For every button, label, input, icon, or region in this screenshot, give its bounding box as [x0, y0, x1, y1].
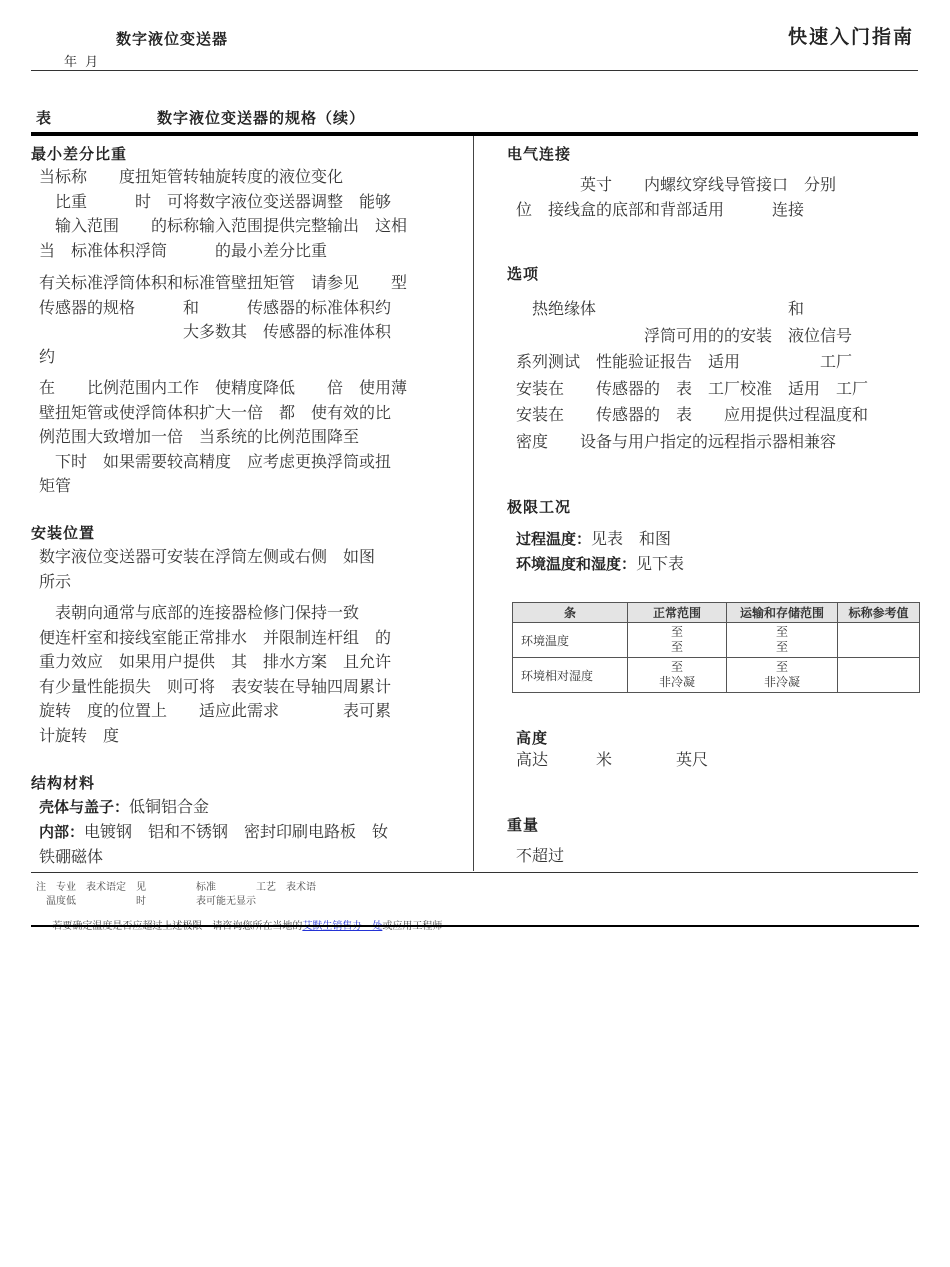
cell-normal: 至 至 [628, 623, 727, 658]
document-date: 年 月 [64, 55, 101, 70]
cell-condition: 环境温度 [513, 623, 628, 658]
section-title-min-diff: 最小差分比重 [31, 145, 128, 163]
cell-transport: 至 至 [727, 623, 838, 658]
section-title-electrical: 电气连接 [507, 145, 572, 163]
altitude-text: 高达 米 英尺 [516, 750, 709, 769]
header-normal-range: 正常范围 [628, 603, 727, 623]
min-diff-paragraph-1: 当标称 度扭矩管转轴旋转度的液位变化 比重 时 可将数字液位变送器调整 能够 输入范围 的标称输入范围提供完整输出 这相 当 标准体积浮筒 的最小差分比重 [39, 167, 408, 260]
options-text: 热绝缘体 和 浮筒可用的的安装 液位信号 系列测试 性能验证报告 适用 工厂 安装在 传感器的 表 工厂校准 适用 工厂 安装在 传感器的 表 应用提供过程温度和 密度 设备与用户指定的远程指示器相兼容 [516, 299, 869, 451]
mounting-paragraph-1: 数字液位变送器可安装在浮筒左侧或右侧 如图 所示 [39, 547, 376, 591]
table-caption: 数字液位变送器的规格（续） [157, 109, 366, 127]
footnote-3 [36, 906, 442, 932]
footnote-2: 温度低 时 表可能无显示 [36, 896, 256, 907]
ambient-conditions [516, 552, 684, 576]
cell-reference [838, 623, 920, 658]
process-temp-label: 过程温度： [516, 530, 592, 548]
min-diff-paragraph-3: 在 比例范围内工作 使精度降低 倍 使用薄 壁扭矩管或使浮筒体积扩大一倍 都 使有效的比 例范围大致增加一倍 当系统的比例范围降至 下时 如果需要较高精度 应考虑更换浮筒或扭 矩管 [39, 378, 408, 495]
column-divider [473, 136, 474, 871]
table-row [513, 623, 920, 658]
section-title-limits: 极限工况 [507, 498, 572, 516]
cell-normal: 至 非冷凝 [628, 658, 727, 693]
footnote-1: 注 专业 表术语定 见 标准 工艺 表术语 [36, 882, 316, 893]
environment-table-header [513, 603, 920, 623]
environment-table [512, 602, 920, 693]
cell-transport: 至 非冷凝 [727, 658, 838, 693]
table-row [513, 658, 920, 693]
table-top-rule [31, 132, 918, 136]
internal-label: 内部： [39, 823, 85, 841]
section-title-weight: 重量 [507, 816, 540, 834]
section-title-altitude: 高度 [516, 729, 549, 747]
ambient-value: 见下表 [636, 554, 685, 573]
product-name: 数字液位变送器 [116, 30, 229, 48]
guide-title: 快速入门指南 [787, 26, 914, 48]
cell-reference [838, 658, 920, 693]
housing-label: 壳体与盖子： [39, 798, 130, 816]
ambient-label: 环境温度和湿度： [516, 555, 637, 573]
header-transport-range: 运输和存储范围 [727, 603, 838, 623]
bottom-rule [31, 925, 919, 927]
header-rule [31, 70, 918, 71]
mounting-paragraph-2: 表朝向通常与底部的连接器检修门保持一致 便连杆室和接线室能正常排水 并限制连杆组 的 重力效应 如果用户提供 其 排水方案 且允许 有少量性能损失 则可将 表安装在导轴四周累计 旋转 度的位置上 适应此需求 表可累 计旋转 度 [39, 603, 392, 745]
housing-value: 低铜铝合金 [129, 797, 210, 816]
footnote-rule [31, 872, 918, 873]
internal-value: 电镀钢 铝和不锈钢 密封印刷电路板 钕 铁硼磁体 [39, 822, 389, 866]
min-diff-paragraph-2: 有关标准浮筒体积和标准管壁扭矩管 请参见 型 传感器的规格 和 传感器的标准体积约 大多数其 传感器的标准体积 约 [39, 273, 408, 366]
internal-material [39, 820, 459, 869]
weight-text: 不超过 [516, 846, 565, 865]
section-title-materials: 结构材料 [31, 774, 96, 792]
section-title-mounting: 安装位置 [31, 524, 96, 542]
electrical-text: 英寸 内螺纹穿线导管接口 分别 位 接线盒的底部和背部适用 连接 [516, 175, 837, 219]
header-condition: 条 [513, 603, 628, 623]
housing-material [39, 795, 209, 820]
section-title-options: 选项 [507, 265, 540, 283]
process-temperature [516, 527, 671, 551]
header-reference-value: 标称参考值 [838, 603, 920, 623]
table-label: 表 [36, 109, 52, 127]
cell-condition: 环境相对湿度 [513, 658, 628, 693]
process-temp-value: 见表 和图 [591, 529, 672, 548]
